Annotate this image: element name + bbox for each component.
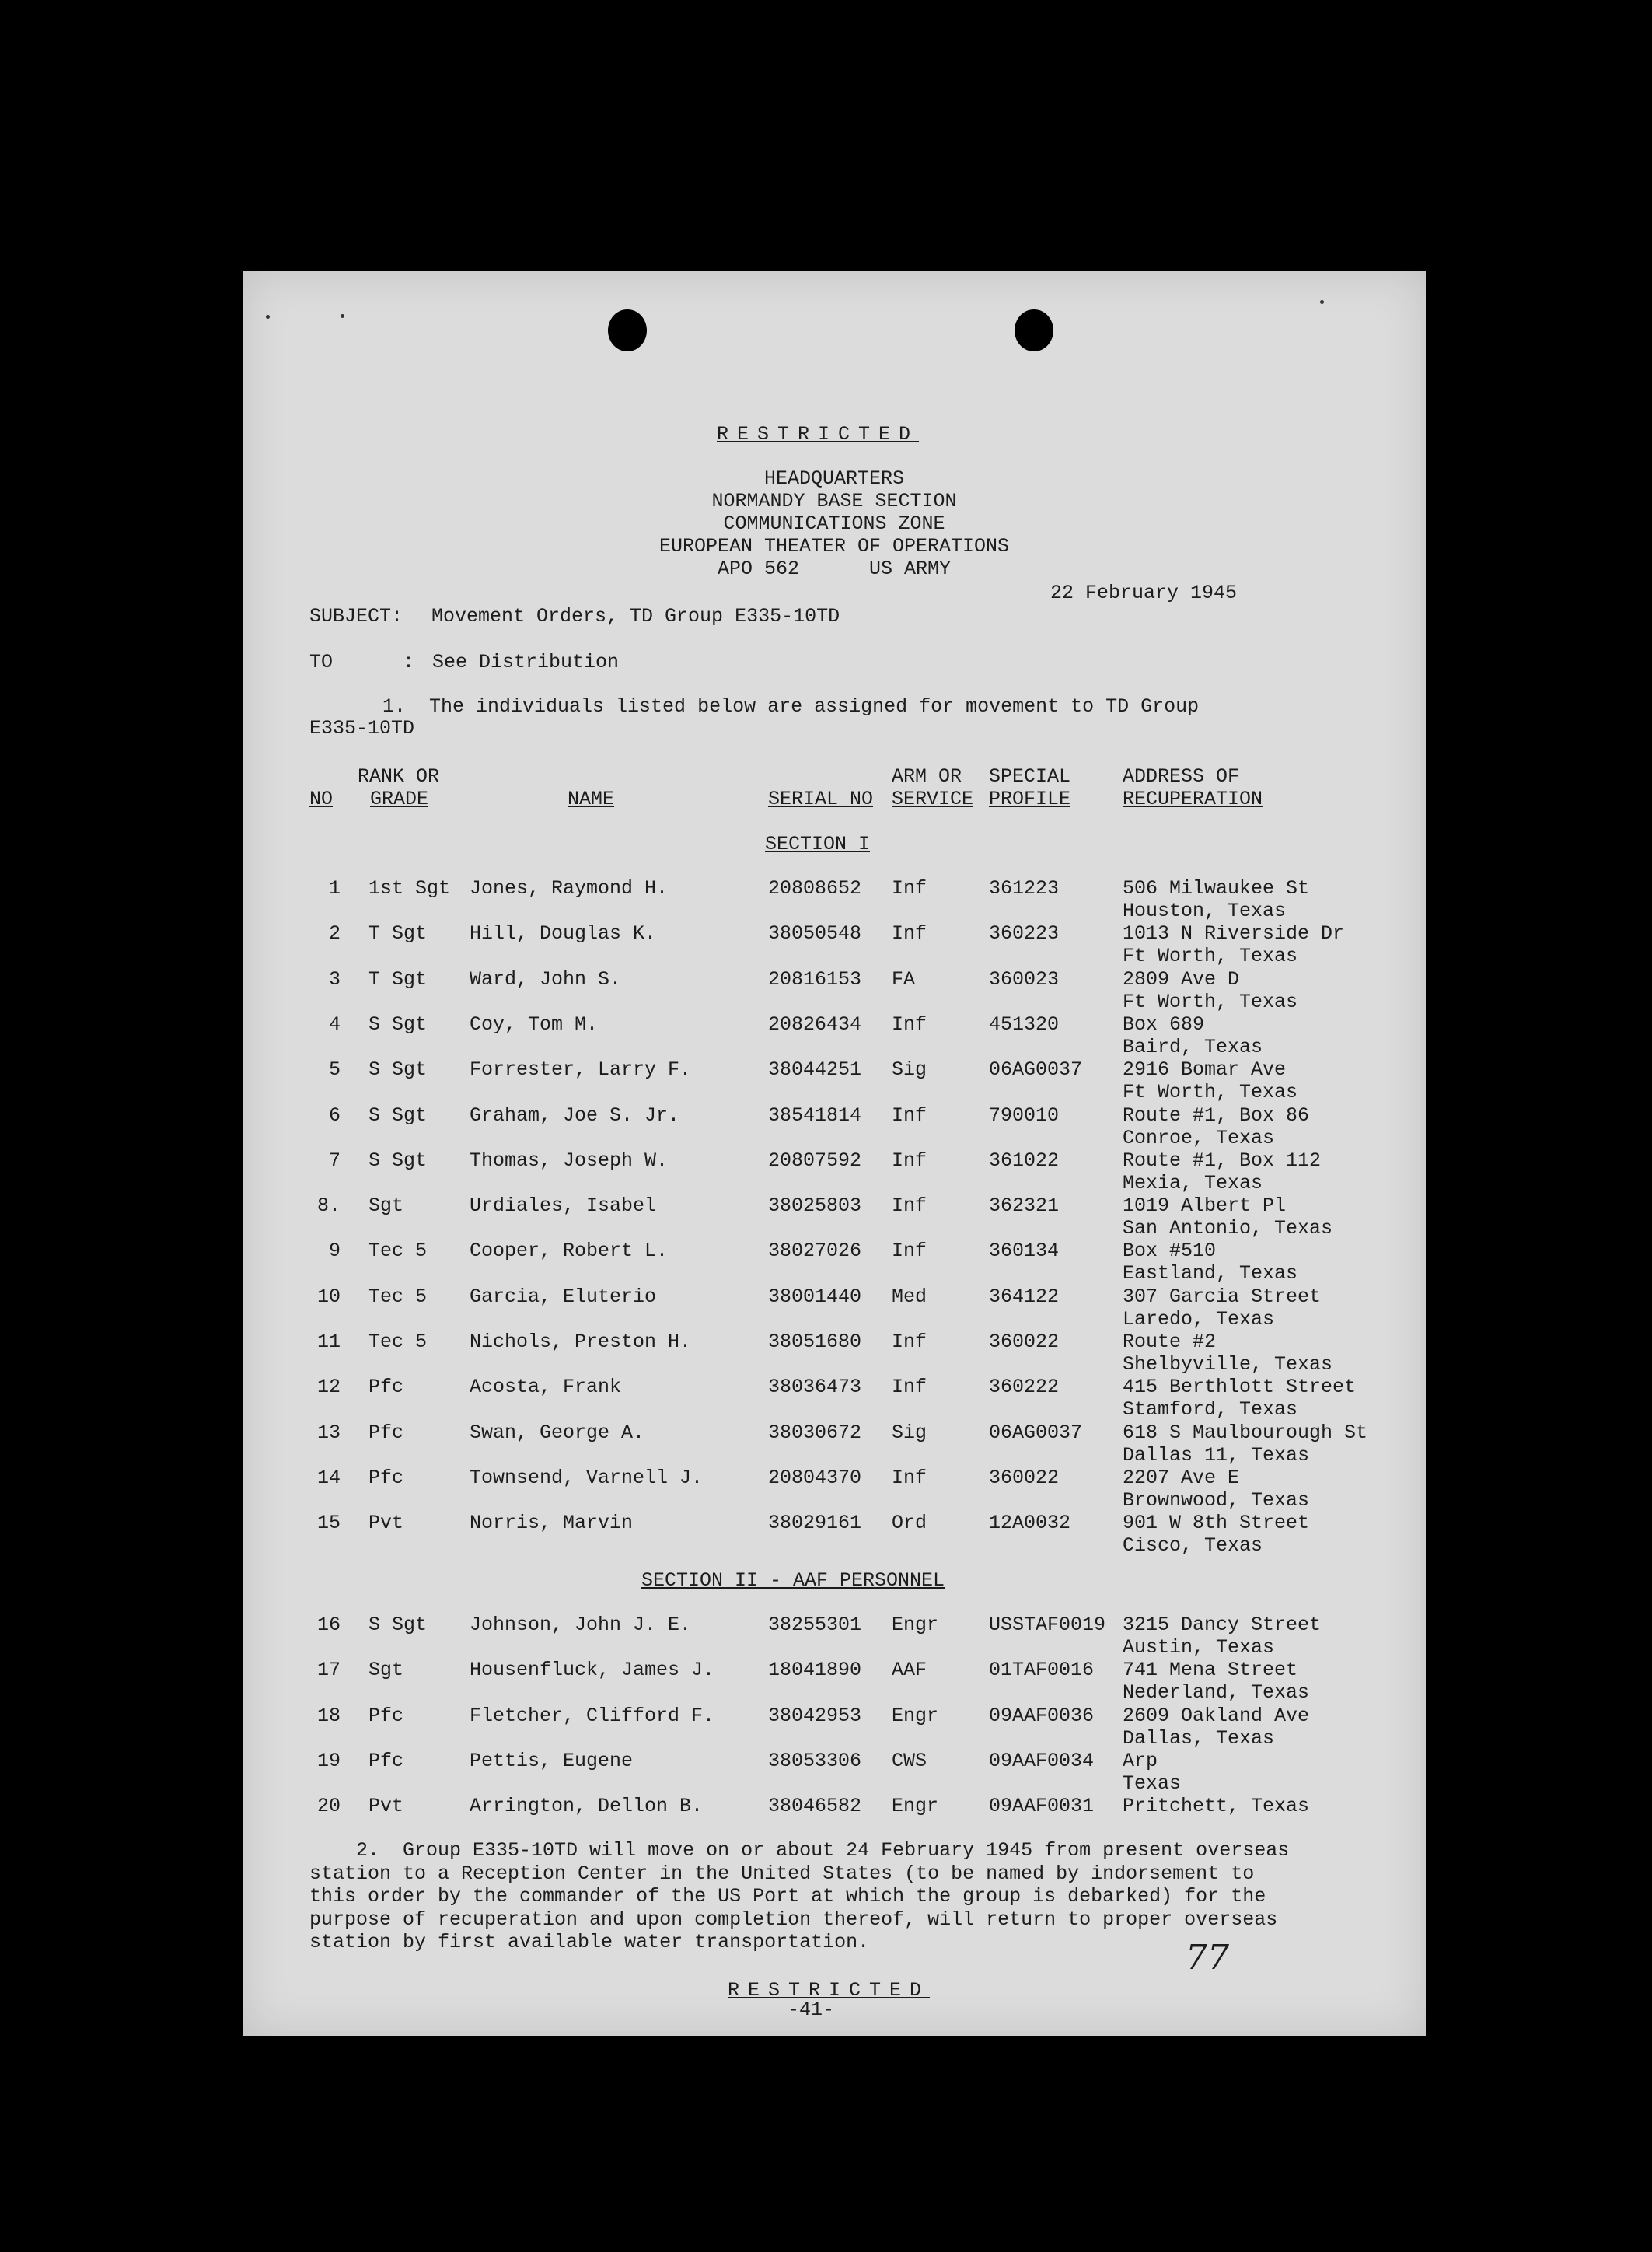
row-number: 19 [316, 1749, 341, 1772]
col-serial: SERIAL NO [768, 788, 874, 810]
row-address-1: 3215 Dancy Street [1123, 1614, 1322, 1636]
row-name: Arrington, Dellon B. [470, 1795, 704, 1818]
restricted-header: RESTRICTED [717, 423, 920, 446]
paragraph-2-line: this order by the commander of the US Port at which the group is debarked) for the [309, 1885, 1266, 1908]
subject-text: Movement Orders, TD Group E335-10TD [431, 605, 840, 628]
row-name: Nichols, Preston H. [470, 1331, 692, 1353]
row-name: Acosta, Frank [470, 1376, 622, 1399]
row-name: Urdiales, Isabel [470, 1194, 657, 1218]
row-number: 12 [316, 1376, 341, 1399]
col-arm-bottom: SERVICE [892, 788, 974, 810]
row-address-1: Route #1, Box 86 [1123, 1103, 1310, 1127]
to-label: TO : [309, 651, 415, 673]
row-arm: Sig [892, 1058, 927, 1082]
row-spec: 360023 [989, 967, 1060, 991]
row-number: 4 [328, 1012, 341, 1036]
row-rank: S Sgt [368, 1058, 428, 1082]
row-number: 2 [328, 922, 341, 946]
col-spec-top: SPECIAL [989, 765, 1071, 788]
row-name: Housenfluck, James J. [470, 1659, 715, 1682]
row-arm: Inf [892, 1194, 927, 1218]
row-serial: 38046582 [768, 1795, 862, 1818]
row-spec: 360223 [989, 922, 1060, 946]
row-number: 14 [316, 1466, 341, 1489]
row-address-2: Ft Worth, Texas [1123, 990, 1298, 1013]
page-number: -41- [788, 1998, 835, 2021]
row-number: 15 [316, 1512, 341, 1535]
row-address-1: Pritchett, Texas [1123, 1795, 1310, 1818]
row-spec: 362321 [989, 1194, 1060, 1218]
row-spec: 790010 [989, 1103, 1060, 1127]
row-arm: Inf [892, 1376, 927, 1399]
row-number: 13 [316, 1421, 341, 1444]
row-number: 11 [316, 1331, 341, 1353]
row-spec: 06AG0037 [989, 1421, 1083, 1444]
row-spec: 12A0032 [989, 1512, 1071, 1535]
paragraph-1-line-2: E335-10TD [309, 717, 415, 740]
row-address-1: Arp [1123, 1749, 1158, 1772]
row-arm: FA [892, 967, 916, 991]
row-name: Forrester, Larry F. [470, 1058, 692, 1082]
row-name: Norris, Marvin [470, 1512, 634, 1535]
row-spec: 361223 [989, 877, 1060, 900]
paragraph-2-line: 2. Group E335-10TD will move on or about 24 February 1945 from present overseas [309, 1839, 1290, 1862]
punch-hole [608, 309, 647, 351]
paragraph-2-line: station to a Reception Center in the United States (to be named by indorsement to [309, 1862, 1255, 1885]
row-serial: 20808652 [768, 877, 862, 900]
row-address-2: Laredo, Texas [1123, 1307, 1275, 1331]
row-address-2: Texas [1123, 1771, 1182, 1795]
row-address-2: San Antonio, Texas [1123, 1217, 1333, 1240]
row-serial: 18041890 [768, 1659, 862, 1682]
row-spec: 09AAF0036 [989, 1704, 1095, 1727]
row-number: 7 [328, 1149, 341, 1172]
row-arm: CWS [892, 1749, 927, 1772]
row-address-2: Austin, Texas [1123, 1636, 1275, 1659]
row-arm: Engr [892, 1614, 939, 1636]
col-name: NAME [568, 788, 615, 810]
row-serial: 38541814 [768, 1103, 862, 1127]
row-serial: 38255301 [768, 1614, 862, 1636]
heading-line: EUROPEAN THEATER OF OPERATIONS [658, 535, 1010, 558]
col-addr-bottom: RECUPERATION [1123, 788, 1263, 810]
row-address-1: 1013 N Riverside Dr [1123, 922, 1345, 946]
row-spec: 361022 [989, 1149, 1060, 1172]
row-arm: Inf [892, 922, 927, 946]
row-rank: S Sgt [368, 1149, 428, 1172]
row-serial: 38053306 [768, 1749, 862, 1772]
handwritten-number: 77 [1186, 1938, 1229, 1977]
paragraph-1-line-1: 1. The individuals listed below are assigned for movement to TD Group [382, 695, 1200, 718]
row-address-2: Nederland, Texas [1123, 1681, 1310, 1705]
row-address-1: 415 Berthlott Street [1123, 1376, 1357, 1399]
col-rank-bottom: GRADE [370, 788, 429, 810]
row-rank: Tec 5 [368, 1331, 428, 1353]
row-spec: 451320 [989, 1012, 1060, 1036]
row-number: 1 [328, 877, 341, 900]
row-address-2: Ft Worth, Texas [1123, 945, 1298, 968]
row-serial: 38044251 [768, 1058, 862, 1082]
row-spec: 360134 [989, 1240, 1060, 1263]
row-rank: S Sgt [368, 1103, 428, 1127]
row-name: Pettis, Eugene [470, 1749, 634, 1772]
col-spec-bottom: PROFILE [989, 788, 1071, 810]
row-serial: 20826434 [768, 1012, 862, 1036]
row-number: 5 [328, 1058, 341, 1082]
subject-label: SUBJECT: [309, 605, 403, 628]
row-rank: S Sgt [368, 1012, 428, 1036]
row-rank: Sgt [368, 1659, 404, 1682]
row-rank: Pfc [368, 1376, 404, 1399]
row-address-2: Dallas 11, Texas [1123, 1443, 1310, 1467]
row-address-1: Box 689 [1123, 1012, 1205, 1036]
row-number: 6 [328, 1103, 341, 1127]
heading-line: HEADQUARTERS [763, 467, 905, 490]
row-serial: 38030672 [768, 1421, 862, 1444]
row-address-1: 2609 Oakland Ave [1123, 1704, 1310, 1727]
row-spec: 360222 [989, 1376, 1060, 1399]
row-address-2: Cisco, Texas [1123, 1534, 1263, 1558]
row-serial: 38050548 [768, 922, 862, 946]
row-spec: 06AG0037 [989, 1058, 1083, 1082]
row-number: 10 [316, 1285, 341, 1308]
row-address-1: Route #1, Box 112 [1123, 1149, 1322, 1172]
row-address-2: Dallas, Texas [1123, 1726, 1275, 1750]
row-spec: 360022 [989, 1331, 1060, 1353]
heading-line: NORMANDY BASE SECTION [711, 490, 957, 512]
row-serial: 38042953 [768, 1704, 862, 1727]
row-serial: 38027026 [768, 1240, 862, 1263]
col-addr-top: ADDRESS OF [1123, 765, 1240, 788]
row-address-2: Baird, Texas [1123, 1035, 1263, 1058]
row-rank: S Sgt [368, 1614, 428, 1636]
row-rank: T Sgt [368, 922, 428, 946]
row-spec: USSTAF0019 [989, 1614, 1106, 1636]
row-address-2: Brownwood, Texas [1123, 1488, 1310, 1512]
row-address-1: 2207 Ave E [1123, 1466, 1240, 1489]
row-number: 20 [316, 1795, 341, 1818]
row-rank: Pfc [368, 1704, 404, 1727]
row-spec: 09AAF0034 [989, 1749, 1095, 1772]
row-arm: Sig [892, 1421, 927, 1444]
row-rank: Pfc [368, 1749, 404, 1772]
row-arm: Inf [892, 1149, 927, 1172]
row-serial: 20816153 [768, 967, 862, 991]
row-spec: 09AAF0031 [989, 1795, 1095, 1818]
row-spec: 01TAF0016 [989, 1659, 1095, 1682]
row-address-1: 307 Garcia Street [1123, 1285, 1322, 1308]
row-arm: Med [892, 1285, 927, 1308]
row-rank: Pfc [368, 1466, 404, 1489]
row-arm: Engr [892, 1795, 939, 1818]
paragraph-2-line: purpose of recuperation and upon completion thereof, will return to proper overseas [309, 1908, 1278, 1931]
row-number: 17 [316, 1659, 341, 1682]
row-address-2: Conroe, Texas [1123, 1126, 1275, 1149]
row-serial: 38025803 [768, 1194, 862, 1218]
heading-line: COMMUNICATIONS ZONE [723, 512, 945, 535]
punch-hole [1015, 309, 1053, 351]
speck [266, 315, 270, 319]
row-serial: 38051680 [768, 1331, 862, 1353]
section-1-title: SECTION I [765, 833, 871, 855]
col-rank-top: RANK OR [358, 765, 440, 788]
row-name: Thomas, Joseph W. [470, 1149, 669, 1172]
row-address-1: 1019 Albert Pl [1123, 1194, 1287, 1218]
row-address-1: Box #510 [1123, 1240, 1217, 1263]
row-arm: Inf [892, 1331, 927, 1353]
row-arm: Inf [892, 1240, 927, 1263]
col-no: NO [309, 788, 334, 810]
row-address-1: 618 S Maulbourough St [1123, 1421, 1368, 1444]
row-arm: AAF [892, 1659, 927, 1682]
restricted-footer: RESTRICTED [728, 1979, 931, 2002]
row-name: Townsend, Varnell J. [470, 1466, 704, 1489]
row-name: Swan, George A. [470, 1421, 645, 1444]
row-arm: Inf [892, 1103, 927, 1127]
row-number: 9 [328, 1240, 341, 1263]
row-name: Jones, Raymond H. [470, 877, 669, 900]
row-arm: Engr [892, 1704, 939, 1727]
row-serial: 20804370 [768, 1466, 862, 1489]
row-number: 8. [316, 1194, 341, 1218]
row-number: 16 [316, 1614, 341, 1636]
row-name: Ward, John S. [470, 967, 622, 991]
row-arm: Inf [892, 1012, 927, 1036]
row-rank: Tec 5 [368, 1240, 428, 1263]
row-serial: 38001440 [768, 1285, 862, 1308]
row-address-1: Route #2 [1123, 1331, 1217, 1353]
row-name: Coy, Tom M. [470, 1012, 599, 1036]
row-rank: Pvt [368, 1795, 404, 1818]
row-rank: 1st Sgt [368, 877, 451, 900]
row-address-2: Stamford, Texas [1123, 1398, 1298, 1421]
document-page [243, 271, 1426, 2036]
row-address-1: 741 Mena Street [1123, 1659, 1298, 1682]
document-date: 22 February 1945 [1050, 582, 1238, 604]
row-address-2: Mexia, Texas [1123, 1171, 1263, 1194]
to-text: See Distribution [432, 651, 620, 673]
row-address-2: Eastland, Texas [1123, 1262, 1298, 1285]
speck [1320, 300, 1324, 304]
row-rank: Sgt [368, 1194, 404, 1218]
paragraph-2-line: station by first available water transportation. [309, 1931, 870, 1953]
row-rank: Tec 5 [368, 1285, 428, 1308]
row-arm: Inf [892, 1466, 927, 1489]
row-name: Garcia, Eluterio [470, 1285, 657, 1308]
row-arm: Inf [892, 877, 927, 900]
row-number: 18 [316, 1704, 341, 1727]
section-2-title: SECTION II - AAF PERSONNEL [641, 1569, 945, 1592]
row-rank: T Sgt [368, 967, 428, 991]
row-address-2: Ft Worth, Texas [1123, 1081, 1298, 1104]
row-name: Johnson, John J. E. [470, 1614, 692, 1636]
row-name: Hill, Douglas K. [470, 922, 657, 946]
row-address-1: 901 W 8th Street [1123, 1512, 1310, 1535]
row-serial: 38029161 [768, 1512, 862, 1535]
row-spec: 364122 [989, 1285, 1060, 1308]
row-address-2: Houston, Texas [1123, 900, 1287, 922]
row-name: Cooper, Robert L. [470, 1240, 669, 1263]
row-arm: Ord [892, 1512, 927, 1535]
row-number: 3 [328, 967, 341, 991]
row-spec: 360022 [989, 1466, 1060, 1489]
row-address-2: Shelbyville, Texas [1123, 1353, 1333, 1376]
row-name: Graham, Joe S. Jr. [470, 1103, 680, 1127]
row-rank: Pvt [368, 1512, 404, 1535]
row-address-1: 506 Milwaukee St [1123, 877, 1310, 900]
heading-line: APO 562 US ARMY [717, 558, 952, 580]
speck [341, 314, 344, 318]
col-arm-top: ARM OR [892, 765, 962, 788]
row-name: Fletcher, Clifford F. [470, 1704, 715, 1727]
row-address-1: 2809 Ave D [1123, 967, 1240, 991]
row-serial: 38036473 [768, 1376, 862, 1399]
row-rank: Pfc [368, 1421, 404, 1444]
row-address-1: 2916 Bomar Ave [1123, 1058, 1287, 1082]
row-serial: 20807592 [768, 1149, 862, 1172]
